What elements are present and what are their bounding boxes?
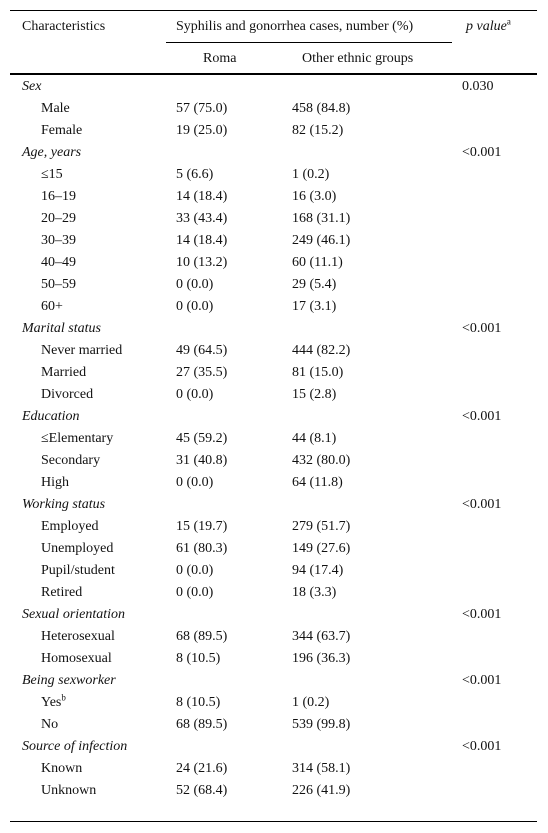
row-label [41, 516, 99, 538]
row-label [41, 560, 115, 582]
other-cell: 444 (82.2) [292, 343, 351, 358]
table-row [0, 560, 548, 582]
other-cell: 18 (3.3) [292, 585, 337, 600]
row-label [41, 428, 113, 450]
row-label [41, 120, 82, 142]
category-row [0, 318, 548, 340]
other-cell: 226 (41.9) [292, 783, 351, 798]
characteristics-header: Characteristics [22, 19, 106, 34]
table-row [0, 450, 548, 472]
roma-cell: 5 (6.6) [176, 167, 214, 182]
row-label [41, 758, 82, 780]
other-cell: 344 (63.7) [292, 629, 351, 644]
label-text: Working status [22, 497, 106, 512]
category-row [0, 736, 548, 758]
row-label [41, 274, 76, 296]
row-label [41, 208, 76, 230]
roma-cell: 14 (18.4) [176, 233, 228, 248]
label-text: Education [22, 409, 80, 424]
row-label [41, 450, 100, 472]
label-text: Unknown [41, 783, 97, 798]
roma-cell: 61 (80.3) [176, 541, 228, 556]
roma-cell: 68 (89.5) [176, 629, 228, 644]
p-value-cell: <0.001 [462, 321, 502, 336]
row-label [41, 296, 63, 318]
label-text: Yes [41, 695, 62, 710]
category-row [0, 142, 548, 164]
other-cell: 60 (11.1) [292, 255, 343, 270]
other-cell: 82 (15.2) [292, 123, 344, 138]
table-row [0, 780, 548, 802]
p-value-cell: <0.001 [462, 607, 502, 622]
label-text: Homosexual [41, 651, 112, 666]
row-label [41, 230, 76, 252]
label-text: Sex [22, 79, 42, 94]
table-row [0, 230, 548, 252]
table-row [0, 164, 548, 186]
table-top-rule [10, 10, 537, 11]
other-cell: 29 (5.4) [292, 277, 337, 292]
other-cell: 168 (31.1) [292, 211, 351, 226]
category-label [22, 604, 125, 626]
row-label [41, 340, 122, 362]
table-row [0, 274, 548, 296]
p-value-footnote-mark: a [506, 16, 511, 27]
other-cell: 15 (2.8) [292, 387, 337, 402]
label-text: Married [41, 365, 87, 380]
other-cell: 1 (0.2) [292, 695, 330, 710]
label-text: Heterosexual [41, 629, 115, 644]
roma-cell: 8 (10.5) [176, 651, 221, 666]
row-label [41, 538, 113, 560]
other-cell: 314 (58.1) [292, 761, 351, 776]
table-row [0, 252, 548, 274]
label-text: No [41, 717, 59, 732]
row-label [41, 626, 115, 648]
table-row [0, 384, 548, 406]
table-row [0, 362, 548, 384]
p-value-cell: <0.001 [462, 497, 502, 512]
row-label [41, 362, 86, 384]
label-text: ≤Elementary [41, 431, 114, 446]
roma-cell: 33 (43.4) [176, 211, 228, 226]
label-text: 30–39 [41, 233, 76, 248]
table-row [0, 296, 548, 318]
label-text: Marital status [22, 321, 101, 336]
category-row [0, 406, 548, 428]
label-text: 60+ [41, 299, 63, 314]
label-text: 50–59 [41, 277, 76, 292]
row-label [41, 186, 76, 208]
row-label [41, 164, 63, 186]
table-row [0, 186, 548, 208]
other-cell: 1 (0.2) [292, 167, 330, 182]
label-text: Source of infection [22, 739, 128, 754]
label-text: Secondary [41, 453, 101, 468]
header-bottom-rule [10, 73, 537, 75]
roma-cell: 57 (75.0) [176, 101, 228, 116]
category-label [22, 76, 41, 98]
group-header-rule [166, 42, 452, 43]
roma-cell: 0 (0.0) [176, 585, 214, 600]
category-label [22, 406, 80, 428]
other-cell: 16 (3.0) [292, 189, 337, 204]
roma-cell: 24 (21.6) [176, 761, 228, 776]
roma-cell: 0 (0.0) [176, 563, 214, 578]
other-cell: 458 (84.8) [292, 101, 351, 116]
label-text: Employed [41, 519, 99, 534]
roma-cell: 68 (89.5) [176, 717, 228, 732]
roma-cell: 15 (19.7) [176, 519, 228, 534]
roma-cell: 49 (64.5) [176, 343, 228, 358]
category-label [22, 736, 127, 758]
category-label [22, 670, 116, 692]
row-label [41, 252, 76, 274]
label-text: ≤15 [41, 167, 63, 182]
other-cell: 94 (17.4) [292, 563, 344, 578]
label-text: Divorced [41, 387, 94, 402]
roma-cell: 14 (18.4) [176, 189, 228, 204]
other-cell: 539 (99.8) [292, 717, 351, 732]
roma-cell: 0 (0.0) [176, 277, 214, 292]
roma-cell: 0 (0.0) [176, 387, 214, 402]
table-row [0, 472, 548, 494]
row-label [41, 98, 70, 120]
label-text: Being sexworker [22, 673, 116, 688]
table-row [0, 714, 548, 736]
row-label [41, 780, 96, 802]
table-row [0, 626, 548, 648]
roma-cell: 0 (0.0) [176, 299, 214, 314]
table-row [0, 208, 548, 230]
row-label [41, 648, 112, 670]
p-value-cell: 0.030 [462, 79, 494, 94]
p-value-header-text: p value [466, 19, 507, 34]
roma-cell: 8 (10.5) [176, 695, 221, 710]
category-label [22, 318, 101, 340]
other-cell: 44 (8.1) [292, 431, 337, 446]
label-text: Sexual orientation [22, 607, 126, 622]
label-text: Never married [41, 343, 123, 358]
roma-column-header: Roma [203, 51, 237, 66]
p-value-cell: <0.001 [462, 673, 502, 688]
row-label [41, 472, 69, 494]
other-cell: 17 (3.1) [292, 299, 337, 314]
label-text: Pupil/student [41, 563, 115, 578]
label-text: High [41, 475, 69, 490]
other-cell: 249 (46.1) [292, 233, 351, 248]
roma-cell: 52 (68.4) [176, 783, 228, 798]
roma-cell: 0 (0.0) [176, 475, 214, 490]
footnote-mark: b [61, 692, 66, 703]
table-row [0, 516, 548, 538]
other-cell: 432 (80.0) [292, 453, 351, 468]
row-label [41, 692, 66, 714]
p-value-cell: <0.001 [462, 409, 502, 424]
table-row [0, 120, 548, 142]
label-text: Male [41, 101, 70, 116]
p-value-cell: <0.001 [462, 145, 502, 160]
table-row [0, 98, 548, 120]
category-label [22, 494, 105, 516]
label-text: Age, years [22, 145, 82, 160]
category-row [0, 604, 548, 626]
label-text: 40–49 [41, 255, 76, 270]
other-cell: 149 (27.6) [292, 541, 351, 556]
other-cell: 196 (36.3) [292, 651, 351, 666]
table-row [0, 340, 548, 362]
label-text: Retired [41, 585, 83, 600]
label-text: 16–19 [41, 189, 76, 204]
other-cell: 279 (51.7) [292, 519, 351, 534]
table-row [0, 538, 548, 560]
table-row [0, 428, 548, 450]
roma-cell: 31 (40.8) [176, 453, 228, 468]
p-value-header [466, 16, 511, 35]
roma-cell: 27 (35.5) [176, 365, 228, 380]
table-bottom-rule [10, 821, 537, 822]
table-row [0, 692, 548, 714]
roma-cell: 19 (25.0) [176, 123, 228, 138]
other-cell: 64 (11.8) [292, 475, 343, 490]
table-row [0, 758, 548, 780]
label-text: Female [41, 123, 83, 138]
table-row [0, 648, 548, 670]
other-cell: 81 (15.0) [292, 365, 344, 380]
label-text: Known [41, 761, 83, 776]
other-column-header: Other ethnic groups [302, 51, 414, 66]
label-text: 20–29 [41, 211, 76, 226]
label-text: Unemployed [41, 541, 114, 556]
roma-cell: 10 (13.2) [176, 255, 228, 270]
row-label [41, 582, 82, 604]
table-row [0, 582, 548, 604]
category-row [0, 670, 548, 692]
row-label [41, 714, 58, 736]
roma-cell: 45 (59.2) [176, 431, 228, 446]
category-row [0, 494, 548, 516]
row-label [41, 384, 93, 406]
category-label [22, 142, 81, 164]
p-value-cell: <0.001 [462, 739, 502, 754]
category-row [0, 76, 548, 98]
group-header: Syphilis and gonorrhea cases, number (%) [176, 19, 414, 34]
